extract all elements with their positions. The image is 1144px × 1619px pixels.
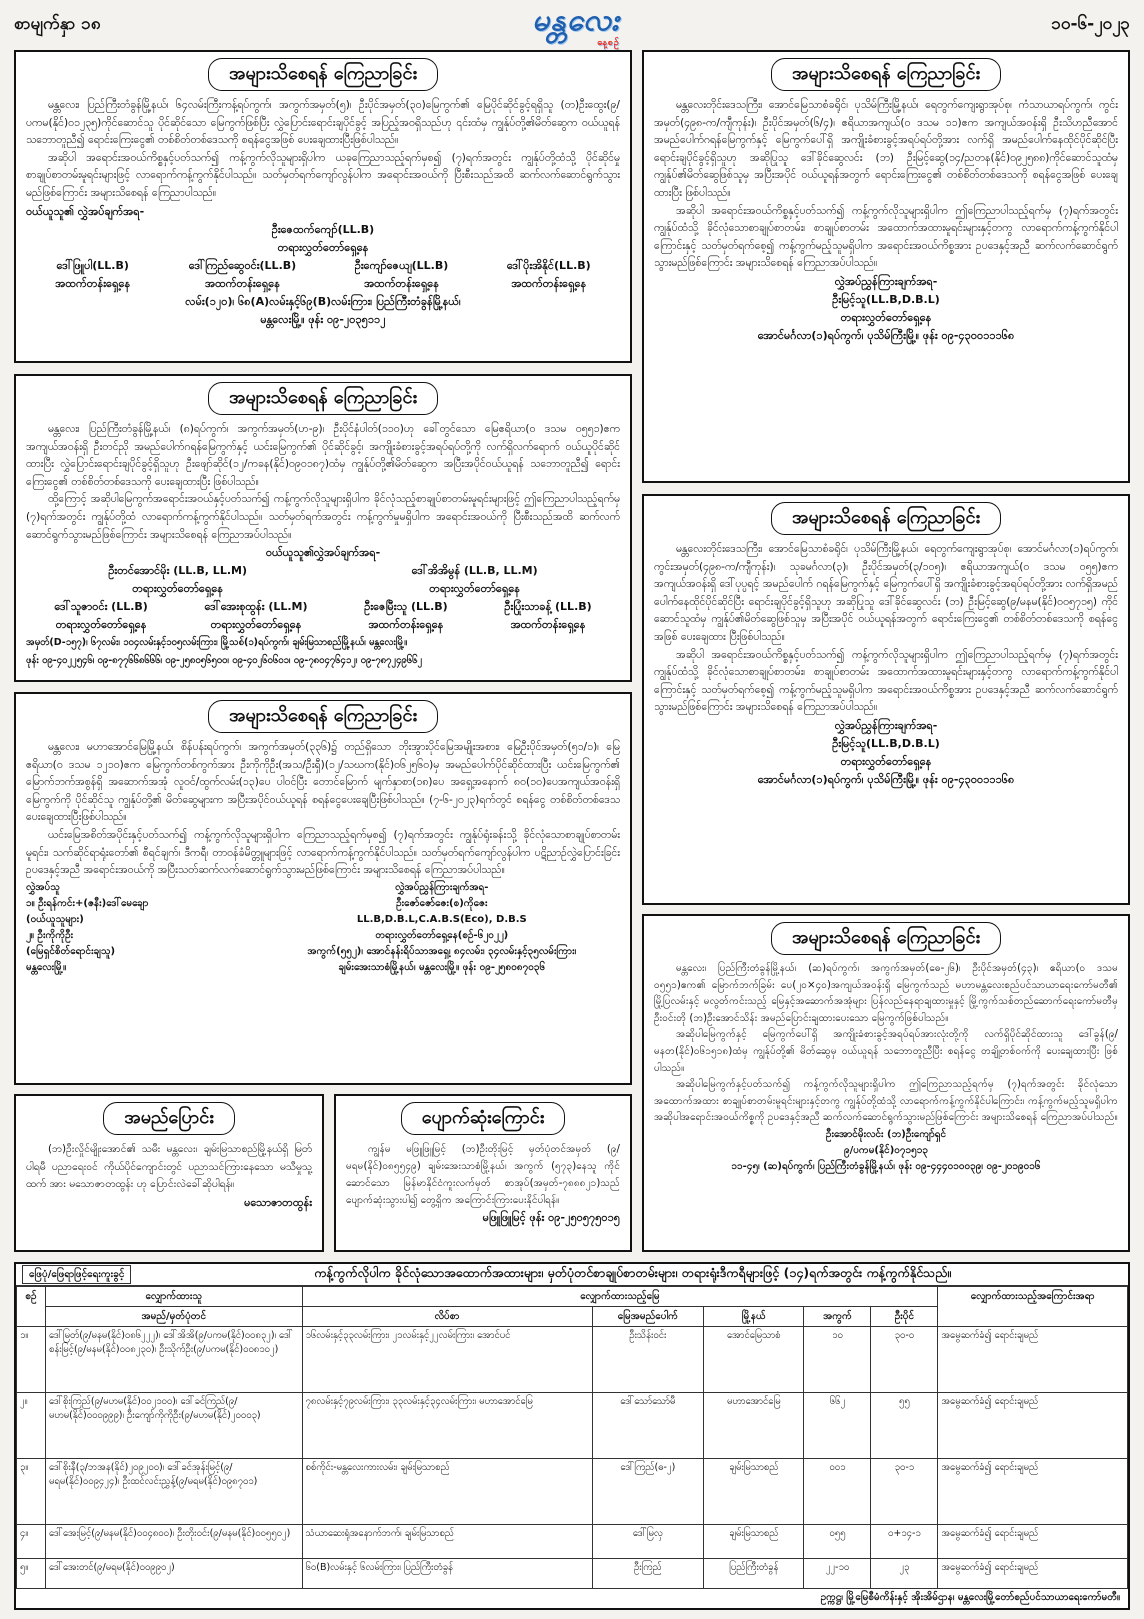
notice-paragraph: (ဘ)ဦးလှိုင်မျိုးအောင်၏ သမီး မန္တလေး၊ ချမ်းမြသာစည်မြို့နယ်ရှိ မြတ်ပါရမီ ပညာရေးဝင် ကိုယ်ပိုင်ကျောင်းတွင် ပညာသင်ကြားနေသော မသီမှုသူ့ထက် အား မသောဇာတထွန်း ဟု ပြောင်းလဲခေါ်ဆိုပါရန်။ [26,1143,312,1191]
notice-title: အများသိစေရန် ကြေညာခြင်း [208,58,438,91]
col-address: လိပ်စာ [302,1307,592,1327]
notice-name-change [14,1094,324,1252]
table-row: ၃။ ဒေါ်စိုးနီ(၃/ဘအန(နိုင်)၂၀၉၂၀၀)၊ ဒေါ်ခင်အုန်းမြင့်(၉/မရမ(နိုင်)၀၀၉၄၂၄)၊ ဦးထင်လင်းညွှန့်(၉/မရမ(နိုင်)၀၉၈၇၀၁) စစ်ကိုင်း-မန္တလေးကားလမ်း၊ ချမ်းမြသာစည် ဒေါ်ကြည်(ဓ-၂) ချမ်းမြသာစည် ၀၀၁ ၃၀-၁ အမွေဆက်ခံ၍ ရောင်းချမည် [17,1459,1128,1525]
notice-paragraph: အဆိုပါ အရောင်းအဝယ်ကိစ္စနှင့်ပတ်သက်၍ ကန့်ကွက်လိုသူများရှိပါက ဤကြေညာပါသည့်ရက်မှ (၇)ရက်အတွင်း ကျွန်ုပ်ထံသို့ ခိုင်လုံသောစာချုပ်စာတမ်း၊ စာချုပ်စာတမ်း အထောက်အထားမူရင်းများနှင့်တကွ လာရောက်ကန့်ကွက်နိုင်ပါကြောင်းနှင့် သတ်မှတ်ရက်စေ့၍ ကန့်ကွက်မည့်သူမရှိပါက အရောင်းအဝယ်ကိစ္စအား ဥပဒေနှင့်အညီ ဆက်လက်ဆောင်ရွက်သွားမည်ဖြစ်ကြောင်း အများသိစေရန် ကြေညာအပ်ပါသည်။ [654,648,1118,714]
notice-6 [642,914,1130,1252]
page-header [14,3,1130,48]
col-applicant-group: လျှောက်ထားသူ [46,1287,303,1307]
notice-title: အများသိစေရန် ကြေညာခြင်း [771,502,1001,535]
table-title: ကန့်ကွက်လိုပါက ခိုင်လုံသောအထောက်အထားများ၊ မှတ်ပုံတင်စာချုပ်စာတမ်းများ၊ တရားရုံးဒီကရီများဖြင့် (၁၄)ရက်အတွင်း ကန့်ကွက်နိုင်သည်။ [314,1265,952,1280]
notice-paragraph: ယင်းမြေအစိတ်အပိုင်းနှင့်ပတ်သက်၍ ကန့်ကွက်လိုသူများရှိပါက ကြေညာသည့်ရက်မှစ၍ (၇)ရက်အတွင်း ကျွန်ုပ်ရုံးခန်းသို့ ခိုင်လုံသောစာချုပ်စာတမ်းမူရင်း၊ သက်ဆိုင်ရာရုံးတော်၏ စီရင်ချက်၊ ဒီကရီ၊ တာဝန်ခံမိတ္တူများဖြင့် လာရောက်ကန့်ကွက်နိုင်ပါသည်။ သတ်မှတ်ရက်ကျော်လွန်ပါက ပဋိညာဉ်လွှဲပြောင်းခြင်း ဥပဒေနှင့်အညီ အရောင်းအဝယ်ကို အပြီးသတ်ဆက်လက်ဆောင်ရွက်သွားမည်ဖြစ်ကြောင်း အများသိစေရန် ကြေညာအပ်ပါသည်။ [26,828,620,877]
notice-paragraph: မန္တလေးတိုင်းဒေသကြီး၊ အောင်မြေသာစံခရိုင်၊ ပုသိမ်ကြီးမြို့နယ်၊ ရေတွက်ကျေးရွာအုပ်စု၊ အောင်မင်္ဂလာ(၁)ရပ်ကွက်၊ ကွင်းအမှတ်(၄၉၈-က/ကျီကုန်း)၊ သုခမင်္ဂလာ(၃)၊ ဦးပိုင်အမှတ်(၃/၁၀၅)၊ ဧရိယာအကျယ်(၀ ဒသမ ၀၅၅)ဧက အကျယ်အဝန်းရှိ ဒေါ်ပုပ္ပရင့် အမည်ပေါက် ဂရန်မြေကွက်နှင့် မြေကွက်ပေါ်ရှိ အကျိုးခံစားခွင့်အရပ်ရပ်တို့အား လက်ရှိအမည်ပေါက်နေထိုင်ပိုင်ဆိုင်ပြီး ရောင်းချပိုင်ခွင့်ရှိသူဟု အဆိုပြုသူ ဒေါ်ခိုင်ဆွေလင်း (ဘ) ဦးမြင့်ဆွေ(၉/မနမ(နိုင်)၀၀၅၇၁၅) ကိုင်ဆောင်သူထံမှ ကျွန်ုပ်၏မိတ်ဆွေဖြစ်သူမှ အပြီးအပိုင် ဝယ်ယူရန်အတွက် ရောင်းကြေးငွေ၏ တစ်စိတ်တစ်ဒေသကို စရန်ငွေအဖြစ် ပေးချေထား ပြီးဖြစ်ပါသည်။ [654,543,1118,643]
col-plot: အကွက် [804,1307,871,1327]
signature-block: လွှဲအပ်ညွှန်ကြားချက်အရ- ဦးမြင့်သူ(LL.B,D.B.L) တရားလွှတ်တော်ရှေ့နေ အောင်မင်္ဂလာ(၁)ရပ်ကွက်၊ ပုသိမ်ကြီးမြို့။ ဖုန်း ၀၉-၄၃၀၀၁၁၁၆၈ [757,274,1015,342]
signature-block: လွှဲအပ်ညွှန်ကြားချက်အရ- ဦးမြင့်သူ(LL.B,D.B.L) တရားလွှတ်တော်ရှေ့နေ အောင်မင်္ဂလာ(၁)ရပ်ကွက်၊ ပုသိမ်ကြီးမြို့။ ဖုန်း ၀၉-၄၃၀၀၁၁၁၆၈ [757,718,1015,786]
col-land-group: လျှောက်ထားသည့်မြေ [302,1287,938,1307]
notice-lost-passport [334,1094,632,1252]
col-owner: မြေအမည်ပေါက် [592,1307,704,1327]
notice-paragraph: အဆိုပါ အရောင်းအဝယ်ကိစ္စနှင့်ပတ်သက်၍ ကန့်ကွက်လိုသူများရှိပါက ဤကြေညာပါသည့်ရက်မှ (၇)ရက်အတွင်း ကျွန်ုပ်ထံသို့ ခိုင်လုံသောစာချုပ်စာတမ်း၊ စာချုပ်စာတမ်း အထောက်အထားမူရင်းများနှင့်တကွ လာရောက်ကန့်ကွက်နိုင်ပါကြောင်းနှင့် သတ်မှတ်ရက်စေ့၍ ကန့်ကွက်မည့်သူမရှိပါက အရောင်းအဝယ်ကိစ္စအား ဥပဒေနှင့်အညီ ဆက်လက်ဆောင်ရွက်သွားမည်ဖြစ်ကြောင်း အများသိစေရန် ကြေညာအပ်ပါသည်။ [654,204,1118,270]
signature: မသောဇာတထွန်း [244,1195,312,1209]
table-row: ၄။ ဒေါ်အေးမြင့်(၉/မနမ(နိုင်)၀၀၄၈၀၀)၊ ဦးတိုးဝင်း(၉/မနမ(နိုင်)၀၀၅၅၀၂) သံယာဆေးရုံအနောက်ဘက်၊ ချမ်းမြသာစည် ဒေါ်မြလှ ချမ်းမြသာစည် ၀၅၅ ၀+၁၄-၁ အမွေဆက်ခံ၍ ရောင်းချမည် [17,1525,1128,1559]
signature-block: ဦးအောင်မိုးလင်း (ဘ)ဦးကျော်ရှင် ၉/ပကမ(နိုင်)၀၇၁၅၁၃ ၁၁-၄၅၊ (ဆ)ရပ်ကွက်၊ ပြည်ကြီးတံခွန်မြို့နယ်၊ ဖုန်း ၀၉-၄၄၄၀၁၀၀၃၉၊ ၀၉-၂၀၁၉၀၁၆ [731,1128,1041,1172]
table-footer: ဥက္ကဋ္ဌ၊ မြို့မြေစီမံကိန်းနှင့် အိုးအိမ်ဌာန၊ မန္တလေးမြို့တော်စည်ပင်သာယာရေးကော်မတီ။ [820,1592,1120,1603]
table-row: ၁။ ဒေါ်မြတ်(၉/မနမ(နိုင်)၀၈၆၂၂၂)၊ ဒေါ်အိအိ(၉/ပကမ(နိုင်)၀၀၈၃၂)၊ ဒေါ်စန်းမြင့်(၉/မနမ(နိုင်)၀၀၈၂၃၀)၊ ဦးသိုက်ဦး(၉/ပကမ(နိုင်)၀၀၈၁၀၂) ၁၆လမ်းနှင့်၃၃လမ်းကြား၊ ၂၁လမ်းနှင့်၂၂လမ်းကြား၊ အောင်ပင် ဦးသိန်းဝင်း အောင်မြေသာစံ ၁၀ ၃၀-၀ အမွေဆက်ခံ၍ ရောင်းချမည် [17,1327,1128,1393]
notice-paragraph: မန္တလေး၊ မဟာအောင်မြေမြို့နယ်၊ စိန်ပန်းရပ်ကွက်၊ အကွက်အမှတ်(၃၃၆)၌ တည်ရှိသော ဘိုးအွားပိုင်မြေအမျိုးအစား၊ မြေဦးပိုင်အမှတ်(၅၁/၁)၊ မြေဧရိယာ(၀ ဒသမ ၁၂၁၀)ဧက မြေကွက်တစ်ကွက်အား ဦးကိုကိုဦး(အသ/ဦးရှီ)(၁၂/သဃက(နိုင်)၀၆၂၅၆၀)မှ အမည်ပေါက်ပိုင်ဆိုင်ထားပြီး ယင်းမြေကွက်၏ မြောက်ဘက်အစွန်ရှိ အဆောက်အအုံ လူဝင်/ထွက်လမ်း(၁၃)ပေ ပါဝင်ပြီး တောင်မြောက် မျက်နှာစာ(၁၈)ပေ အရှေ့အနောက် ၈၀(၁၀)ပေအကျယ်အဝန်းရှိ မြေကွက်ကို ပိုင်ဆိုင်သူ ကျွန်ုပ်တို့၏ မိတ်ဆွေများက အပြီးအပိုင်ဝယ်ယူရန် စရန်ငွေပေးချေပြီးဖြစ်ပါသည်။ (၇-၆-၂၀၂၃)ရက်တွင် စရန်ငွေ တစ်စိတ်တစ်ဒေသပေးချေထားပြီးဖြစ်ပါသည်။ [26,741,620,824]
notice-2 [14,374,632,682]
table-row: ၅။ ဒေါ်အေးတင်(၉/မရမ(နိုင်)၀၀၉၉၀၂) ၆၀(B)လမ်းနှင့် ၆လမ်းကြား၊ ပြည်ကြီးတံခွန် ဦးကြည် ပြည်ကြီးတံခွန် ၂၂-၁၀ ၂၃ အမွေဆက်ခံ၍ ရောင်းချမည် [17,1559,1128,1589]
newspaper-logo: မန္တလေး နေ့စဉ် [532,3,620,48]
notice-paragraph: အဆိုပါ အရောင်းအဝယ်ကိစ္စနှင့်ပတ်သက်၍ ကန့်ကွက်လိုသူများရှိပါက ယခုကြေညာသည့်ရက်မှစ၍ (၇)ရက်အတွင်း ကျွန်ုပ်တို့ထံသို့ ပိုင်ဆိုင်မှု စာချုပ်စာတမ်းမူရင်းများဖြင့် လာရောက်ကန့်ကွက်နိုင်ပါသည်။ သတ်မှတ်ရက်ကျော်လွန်ပါက အရောင်းအဝယ်ကို ပြီးစီးသည်အထိ ဆက်လက်ဆောင်ရွက်သွားမည်ဖြစ်ကြောင်း အများသိစေရန် ကြေညာပါသည်။ [26,151,620,199]
notice-paragraph: ထို့ကြောင့် အဆိုပါမြေကွက်အရောင်းအဝယ်နှင့်ပတ်သက်၍ ကန့်ကွက်လိုသူများရှိပါက ခိုင်လုံသည့်စာချုပ်စာတမ်းမူရင်းများဖြင့် ဤကြေညာပါသည့်ရက်မှ (၇)ရက်အတွင်း ကျွန်ုပ်တို့ထံ လာရောက်ကန့်ကွက်နိုင်ပါသည်။ သတ်မှတ်ရက်အတွင်း ကန့်ကွက်မှုမရှိပါက အရောင်းအဝယ်ကို ပြီးစီးသည်အထိ ဆက်လက်ဆောင်ရွက်သွားမည်ဖြစ်ကြောင်း အများသိစေရန် ကြေညာအပ်ပါသည်။ [26,493,620,541]
col-township: မြို့နယ် [704,1307,804,1327]
notice-title: အများသိစေရန် ကြေညာခြင်း [771,58,1001,91]
notice-paragraph: ကျွန်မ မဖြူဖြူမြင့် (ဘ)ဦးတိုးမြင့် မှတ်ပုံတင်အမှတ် (၉/မရမ(နိုင်)၀၈၅၅၄၉) ချမ်းအေးသာစံမြို့နယ်၊ အကွက် (၅၇၃)နေသူ ကိုင်ဆောင်သော မြန်မာနိုင်ငံကူးလက်မှတ် စာအုပ်(အမှတ်-၇၈၈၈၂၁)သည် ပျောက်ဆုံးသွားပါ၍ တွေ့ရှိက အကြောင်းကြားပေးနိုင်ပါရန်။ [346,1144,620,1206]
notice-4 [642,50,1130,483]
table-tag: ဖြေပုံ/ဖြေရာဖြင့်ရေးကူးခွင့် [22,1265,131,1284]
col-name: အမည်/မှတ်ပုံတင် [46,1307,303,1327]
notice-paragraph: မန္တလေး၊ ပြည်ကြီးတံခွန်မြို့နယ်၊ ၆၄လမ်းကြီးကန့်ရပ်ကွက်၊ အကွက်အမှတ်(၅)၊ ဦးပိုင်အမှတ်(၃၀)မြေကွက်၏ မြေပိုင်ဆိုင်ခွင့်ရရှိသူ (တ)ဦးထွေး(၉/ပကမ(နိုင်)၀၁၂၃၅)ကိုင်ဆောင်သူ ပိုင်ဆိုင်သော မြေကွက်ဖြစ်ပြီး လွှဲပြောင်းရောင်းချပိုင်ခွင့် အပြည့်အဝရှိသည်ဟု ၎င်းထံမှ ကျွန်ုပ်တို့၏မိတ်ဆွေက ဝယ်ယူရန် သဘောတူညီ၍ ရောင်းကြေးငွေ၏ တစ်စိတ်တစ်ဒေသကို စရန်ငွေအဖြစ် ပေးချေထားပြီးဖြစ်ပါသည်။ [26,99,620,147]
notice-paragraph: အဆိုပါမြေကွက်နှင့်ပတ်သက်၍ ကန့်ကွက်လိုသူများရှိပါက ဤကြေညာသည့်ရက်မှ (၇)ရက်အတွင်း ခိုင်လုံသောအထောက်အထား စာချုပ်စာတမ်းမူရင်းများနှင့်တကွ ကျွန်ုပ်တို့ထံသို့ လာရောက်ကန့်ကွက်နိုင်ပါကြောင်း၊ ကန့်ကွက်မည့်သူမရှိပါက အဆိုပါအရောင်းအဝယ်ကိစ္စကို ဥပဒေနှင့်အညီ ဆက်လက်ဆောင်ရွက်သွားမည်ဖြစ်ကြောင်း အများသိစေရန် ကြေညာအပ်ပါသည်။ [654,1079,1118,1124]
signature: မဖြူဖြူမြင့် ဖုန်း ၀၉-၂၅၀၅၇၅၀၁၅ [482,1211,620,1224]
signature-block: လွှဲအပ်သူ ၁။ ဦးရန်ကင်း+(ဇနီး)ဒေါ်မေချော (ဝယ်ယူသူများ) ၂။ ဦးကိုကိုဦး (မြေရှင်စိတ်ရောင်းချသူ) မန္တလေးမြို့။ လွှဲအပ်ညွှန်ကြားချက်အရ- ဦးဇော်ဇော်ဇေး(စ)ကိုဇေး LL.B,D.B.L,C.A.B.S(Eco), D.B.S တရားလွှတ်တော်ရှေ့နေ(စဉ်-၆၂၀၂၂) အကွက်(၅၅၂)၊ အောင်နန်းရိပ်သာအရှေ့၊ ၈၄လမ်း၊ ၃၄လမ်းနှင့်၃၅လမ်းကြား၊ ချမ်းအေးသာစံမြို့နယ်၊ မန္တလေးမြို့။ ဖုန်း ၀၉-၂၅၈၀၈၇၀၃၆ [26,881,577,973]
notice-title: အများသိစေရန် ကြေညာခြင်း [208,382,438,415]
table-row: ၂။ ဒေါ်စိုးကြည်(၉/မဟမ(နိုင်)၀၀၂၁၀၀)၊ ဒေါ်ခင်ကြည်(၉/မဟမ(နိုင်)၀၀၀၉၉၉)၊ ဦးကျော်ကိုကိုဦး(၉/မဟမ(နိုင်)၂၀၀၀၃) ၇၈လမ်းနှင့်၇၉လမ်းကြား၊ ၃၃လမ်းနှင့်၃၄လမ်းကြား၊ မဟာအောင်မြေ ဒေါ်သော်သော်မီ မဟာအောင်မြေ ၆၆၂ ၅၅ အမွေဆက်ခံ၍ ရောင်းချမည် [17,1393,1128,1459]
col-holding: ဦးပိုင် [871,1307,938,1327]
notice-title: အမည်ပြောင်း [103,1102,235,1135]
notice-1 [14,50,632,363]
notice-paragraph: မန္တလေး၊ ပြည်ကြီးတံခွန်မြို့နယ်၊ (ဆ)ရပ်ကွက်၊ အကွက်အမှတ်(ဓေ-၂၆)၊ ဦးပိုင်အမှတ်(၄၃)၊ ဧရိယာ(၀ ဒသမ ၀၅၅၁)ဧက၏ မြောက်ဘက်ခြမ်း ပေ(၂၀×၄၀)အကျယ်အဝန်းရှိ မြေကွက်သည် မဟာမန္တလေးစည်ပင်သာယာရေးကော်မတီ၏ မြို့ပြလမ်းနှင့် မလွတ်ကင်းသည့် မြေနှင့်အဆောက်အအုံများ ပြန်လည်နေရာချထားမှုနှင့် မြို့ကွက်သစ်တည်ဆောက်ရေးကော်မတီမှ ဦးဝင်းတို (ဘ)ဦးအောင်သိန်း အမည်ပြောင်းချထားပေးသော မြေကွက်ဖြစ်ပါသည်။ [654,963,1118,1024]
notice-title: အများသိစေရန် ကြေညာခြင်း [208,700,438,733]
signature-block: ဝယ်ယူသူ၏လွှဲအပ်ချက်အရ- ဦးတင်အောင်မိုး (LL.B, LL.M) တရားလွှတ်တော်ရှေ့နေ ဒေါ်အိအိမွန် (LL.B, LL.M) တရားလွှတ်တော်ရှေ့နေ ဒေါ်သူဇာဝင်း (LL.B) တရားလွှတ်တော်ရှေ့နေ ဒေါ်အေးစုထွန်း (LL.M) တရားလွှတ်တော်ရှေ့နေ ဦးဇေမြီးသူ (LL.B) အထက်တန်းရှေ့နေ ဦးပြုံးသာခန့် (LL.B) အထက်တန်းရှေ့နေ အမှတ်(D-၁၅၇)၊ ၆၇လမ်း၊ ၁၀၄လမ်းနှင့်၁၀၅လမ်းကြား၊ မြို့သစ်(၁)ရပ်ကွက်၊ ချမ်းမြသာစည်မြို့နယ်၊ မန္တလေးမြို့။ ဖုန်း ၀၉-၄၀၂၂၅၄၆၊ ၀၉-၈၇၇၆၆၈၆၆၆၊ ၀၉-၂၅၈၀၅၆၅၀၀၊ ၀၉-၄၀၂၆၀၆၀၁၊ ၀၉-၇၈၀၄၇၆၄၁၂၊ ၀၉-၇၈၇၂၄၉၆၆၂ [26,546,592,667]
land-objection-table [14,1262,1130,1610]
notice-paragraph: မန္တလေးတိုင်းဒေသကြီး၊ အောင်မြေသာစံခရိုင်၊ ပုသိမ်ကြီးမြို့နယ်၊ ရေတွက်ကျေးရွာအုပ်စု၊ ကံသာယာရပ်ကွက်၊ ကွင်းအမှတ်(၄၉၈-က/ကျီကုန်း)၊ ဦးပိုင်အမှတ်(၆/၄)၊ ဧရိယာအကျယ်(၀ ဒသမ ၁၁)ဧက အကျယ်အဝန်းရှိ ဦးသိဟညီအောင် အမည်ပေါက်ဂရန်မြေကွက်နှင့် မြေကွက်ပေါ်ရှိ အကျိုးခံစားခွင့်အရပ်ရပ်တို့အား လက်ရှိ အမည်ပေါက်နေထိုင်ပိုင်ဆိုင်ပြီး ရောင်းချပိုင်ခွင့်ရှိသူဟု အဆိုပြုသူ ဒေါ်ခိုင်ဆွေလင်း (ဘ) ဦးမြင့်ဆွေ(၁၄/ညတန(နိုင်)၀၉၂၅၈၈)ကိုင်ဆောင်သူထံမှ ကျွန်ုပ်၏မိတ်ဆွေဖြစ်သူမှ အပြီးအပိုင် ဝယ်ယူရန်အတွက် ရောင်းကြေးငွေ၏ တစ်စိတ်တစ်ဒေသကို စရန်ငွေအဖြစ် ပေးချေထားပြီး ဖြစ်ပါသည်။ [654,99,1118,199]
notice-paragraph: အဆိုပါမြေကွက်နှင့် မြေကွက်ပေါ်ရှိ အကျိုးခံစားခွင့်အရပ်ရပ်အားလုံးတို့ကို လက်ရှိပိုင်ဆိုင်ထားသူ ဒေါ်ခွန်(၉/မနတ(နိုင်)၀၆၁၅၁၈)ထံမှ ကျွန်ုပ်တို့၏ မိတ်ဆွေမှ ဝယ်ယူရန် သဘောတူညီပြီး စရန်ငွေ တချို့တစ်ဝက်ကို ပေးချေထားပြီး ဖြစ်ပါသည်။ [654,1029,1118,1074]
notice-5 [642,494,1130,905]
signature-block: ဝယ်ယူသူ၏ လွှဲအပ်ချက်အရ- ဦးဇေထက်ကျော်(LL.B) တရားလွှတ်တော်ရှေ့နေ ဒေါ်ဖြူပါ(LL.B) အထက်တန်းရှေ့နေ ဒေါ်ကြည်ဆွေဝင်း(LL.B) အထက်တန်းရှေ့နေ ဦးကျော်ဇေယျ(LL.B) အထက်တန်းရှေ့နေ ဒေါ်ပိုးအိနိုင်(LL.B) အထက်တန်းရှေ့နေ လမ်း(၁၂၀)၊ ၆၈(A)လမ်းနှင့်၆၉(B)လမ်းကြား၊ ပြည်ကြီးတံခွန်မြို့နယ်၊ မန္တလေးမြို့။ ဖုန်း ၀၉-၂၀၃၅၁၁၂ [26,204,591,326]
notice-paragraph: မန္တလေး၊ ပြည်ကြီးတံခွန်မြို့နယ်၊ (၈)ရပ်ကွက်၊ အကွက်အမှတ်(ဟ-၉)၊ ဦးပိုင်နံပါတ်(၁၁၀)ဟု ခေါ်တွင်သော မြေဧရိယာ(၀ ဒသမ ၀၅၅၁)ဧက အကျယ်အဝန်းရှိ ဦးတင်ညို အမည်ပေါက်ဂရန်မြေကွက်နှင့် ယင်းမြေကွက်၏ ပိုင်ဆိုင်ခွင့်၊ အကျိုးခံစားခွင့်အရပ်ရပ်တို့ကို လက်ရှိလက်ရောက် ဝယ်ယူပိုင်ဆိုင်ထားပြီး လွှဲပြောင်းရောင်းချပိုင်ခွင့်ရှိသူဟု ဦးဖျော်ဆိုင်(၁၂/ကခန(နိုင်)၀၉၀၁၈၇)ထံမှ ကျွန်ုပ်တို့၏မိတ်ဆွေက အပြီးအပိုင်ဝယ်ယူရန် သဘောတူညီ၍ ရောင်းကြေးငွေ၏ တစ်စိတ်တစ်ဒေသကို ပေးချေထားပြီး ဖြစ်ပါသည်။ [26,423,621,488]
notice-title: ပျောက်ဆုံးကြောင်း [401,1102,566,1135]
col-reason: လျှောက်ထားသည့်အကြောင်းအရာ [938,1287,1128,1327]
notice-title: အများသိစေရန် ကြေညာခြင်း [771,922,1001,955]
page-number: စာမျက်နှာ ၁၈ [14,13,101,34]
col-no: စဉ် [17,1287,46,1327]
issue-date: ၁၀-၆-၂၀၂၃ [1051,13,1130,34]
notice-3 [14,692,632,1085]
